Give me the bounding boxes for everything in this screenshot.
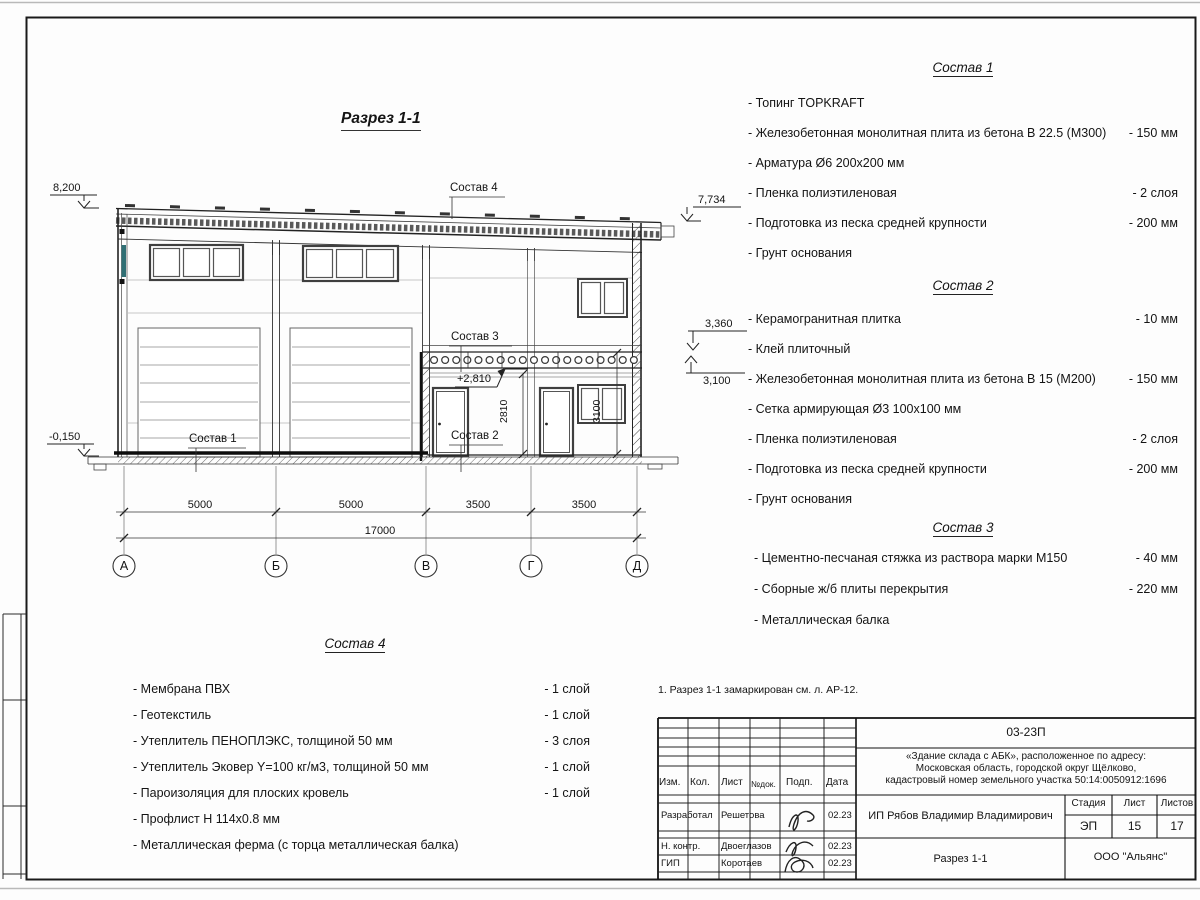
list-item: - Подготовка из песка средней крупности - 200 мм [748,462,1178,476]
list-item: - Подготовка из песка средней крупности - 200 мм [748,216,1178,230]
tb-stage-label: Стадия [1071,798,1106,809]
tb-date-2: 02.23 [828,858,852,869]
composition-2-title: Состав 2 [932,278,994,293]
list-item: - Утеплитель ПЕНОПЛЭКС, толщиной 50 мм - 3 слоя [133,734,590,748]
composition-3-title: Состав 3 [932,520,994,535]
composition-1-title: Состав 1 [932,60,994,75]
tb-col-kol: Кол. [690,777,710,788]
list-item: - Сборные ж/б плиты перекрытия - 220 мм [754,582,1178,596]
tb-sheet-label: Лист [1123,798,1146,809]
window-band-1 [150,245,243,280]
tb-col-izm: Изм. [659,777,681,788]
list-item: - Металлическая ферма (с торца металлическая балка) [133,838,459,852]
list-item: - Железобетонная монолитная плита из бетона В 22.5 (М300) - 150 мм [748,126,1178,140]
window-upper [578,279,627,317]
tb-date-0: 02.23 [828,810,852,821]
tb-client: ИП Рябов Владимир Владимирович [868,810,1053,822]
composition-2 [748,278,1178,522]
axis-g: Г [527,559,535,573]
list-item: - Железобетонная монолитная плита из бетона В 15 (М200) - 150 мм [748,372,1178,386]
list-item: - Пароизоляция для плоских кровель - 1 слой [133,786,590,800]
composition-4-title: Состав 4 [324,636,386,651]
list-item: - Арматура Ø6 200х200 мм [748,156,905,170]
list-item: - Грунт основания [748,492,853,506]
list-item: - Мембрана ПВХ - 1 слой [133,682,590,696]
list-item: - Клей плиточный [748,342,851,356]
left-margin-table [3,614,26,879]
dim-span-gd: 3500 [571,499,597,511]
dim-height-3100: 3100 [591,399,603,423]
list-item: - Профлист Н 114х0.8 мм [133,812,280,826]
dim-span-ab: 5000 [187,499,213,511]
dim-height-2810: 2810 [498,399,510,423]
intermediate-slab [422,346,642,378]
tb-role-2: ГИП [661,858,680,869]
callout-sostav-4: Состав 4 [450,182,498,194]
axis-a: А [119,559,129,573]
tb-stage-value: ЭП [1079,819,1098,833]
axis-bubbles [113,555,648,577]
composition-4 [120,636,590,864]
tb-sheet-title: Разрез 1-1 [933,853,988,865]
tb-role-0: Разработал [661,810,713,821]
list-item: - Цементно-песчаная стяжка из раствора марки М150 - 40 мм [754,551,1178,565]
dim-span-bv: 5000 [338,499,364,511]
dim-total: 17000 [364,525,396,537]
callout-sostav-3: Состав 3 [451,331,499,343]
elevation-slab-bottom: 3,100 [703,375,731,387]
elevation-slab-top: 3,360 [705,318,733,330]
tb-project-line3: кадастровый номер земельного участка 50:14:0050912:1696 [885,775,1167,786]
tb-name-0: Решетова [721,810,765,821]
tb-sheets-label: Листов [1160,798,1194,809]
tb-doc-number: 03-23П [1006,725,1046,739]
tb-project-line1: «Здание склада с АБК», расположенное по адресу: [906,751,1146,762]
callout-sostav-1: Состав 1 [189,433,237,445]
tb-col-podp: Подп. [786,777,813,788]
list-item: - Пленка полиэтиленовая - 2 слоя [748,186,1178,200]
list-item: - Геотекстиль - 1 слой [133,708,590,722]
tb-name-2: Коротаев [721,858,763,869]
composition-1 [748,60,1178,276]
elevation-floor: -0,150 [49,431,81,443]
tb-col-ndok: №док. [751,779,776,789]
sheet-note: 1. Разрез 1-1 замаркирован см. л. АР-12. [658,684,859,696]
right-wall-hatch [633,224,641,457]
tb-company: ООО "Альянс" [1093,851,1168,863]
signature-1 [789,812,814,830]
list-item: - Утеплитель Эковер Y=100 кг/м3, толщиной 50 мм - 1 слой [133,760,590,774]
axis-b: Б [271,559,281,573]
list-item: - Керамогранитная плитка - 10 мм [748,312,1178,326]
axis-v: В [421,559,431,573]
window-band-2 [303,246,398,281]
callout-sostav-2: Состав 2 [451,430,499,442]
list-item: - Грунт основания [748,246,853,260]
door-2 [540,388,573,456]
tb-date-1: 02.23 [828,841,852,852]
axis-d: Д [632,559,642,573]
tb-sheets-value: 17 [1170,819,1184,833]
gate-2 [290,328,412,457]
door-1 [433,388,468,456]
building-section [88,206,678,471]
elevation-roof-left: 8,200 [53,182,81,194]
tb-col-data: Дата [826,777,849,788]
list-item: - Пленка полиэтиленовая - 2 слоя [748,432,1178,446]
composition-3 [748,520,1178,644]
elevation-roof-right: 7,734 [698,194,726,206]
dim-span-vg: 3500 [465,499,491,511]
tb-sheet-value: 15 [1127,819,1142,833]
drawing-title: Разрез 1-1 [341,110,421,131]
list-item: - Металлическая балка [754,613,890,627]
elevation-second-floor: +2,810 [457,373,491,385]
signature-2 [785,842,813,872]
tb-project-line2: Московская область, городской округ Щёлково, [915,763,1137,774]
wall-insulation-strip [122,245,127,277]
tb-role-1: Н. контр. [661,841,701,852]
tb-col-list: Лист [721,777,743,788]
list-item: - Сетка армирующая Ø3 100х100 мм [748,402,962,416]
tb-name-1: Двоеглазов [721,841,772,852]
list-item: - Топинг TOPKRAFT [748,96,865,110]
